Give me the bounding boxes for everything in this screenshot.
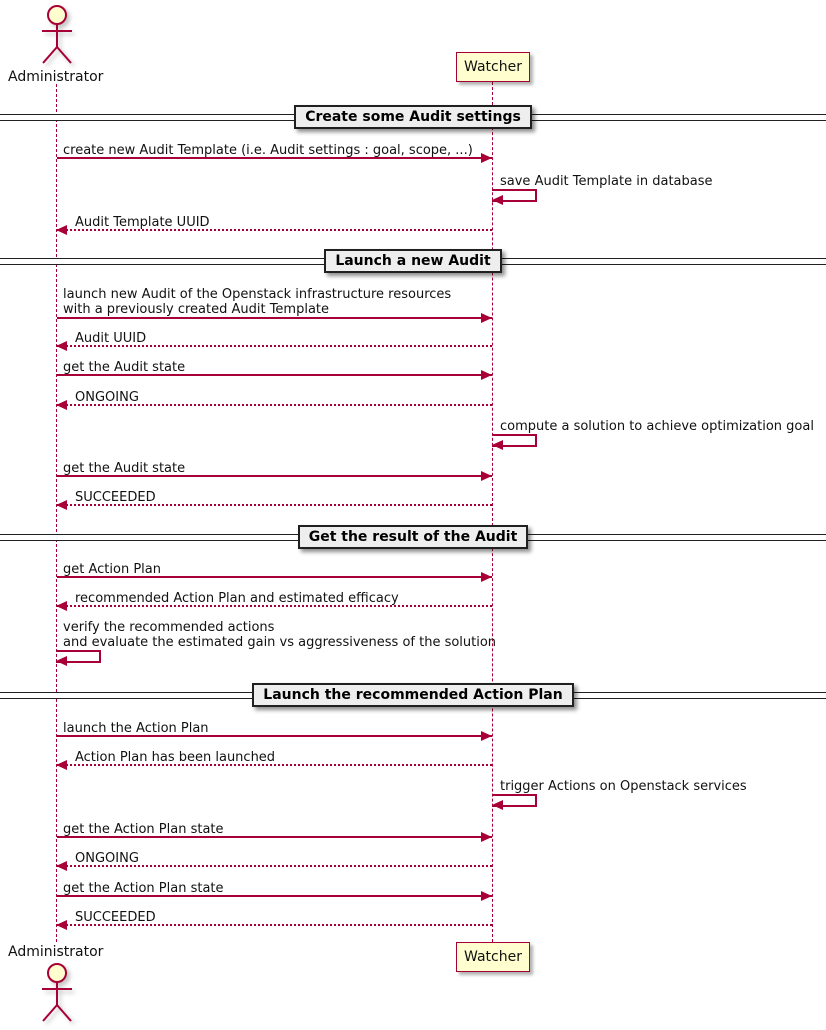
arrowhead-right-icon [481, 153, 492, 163]
message-text: ONGOING [75, 390, 139, 405]
message-line [57, 895, 492, 897]
arrowhead-right-icon [481, 572, 492, 582]
message-text: get the Action Plan state [63, 881, 224, 896]
message-text: ONGOING [75, 851, 139, 866]
arrowhead-left-icon [56, 400, 67, 410]
message-text: get the Audit state [63, 461, 186, 476]
message-text: get Action Plan [63, 562, 161, 577]
arrowhead-right-icon [481, 891, 492, 901]
arrowhead-left-icon [56, 341, 67, 351]
divider-label: Launch the recommended Action Plan [252, 683, 573, 707]
arrowhead-left-icon [56, 601, 67, 611]
message-line [57, 345, 492, 347]
section-divider-2 [0, 248, 826, 274]
message-line [57, 836, 492, 838]
message-text: get the Audit state [63, 360, 186, 375]
message-text: launch new Audit of the Openstack infrastructure resources with a previously created Audit Template [63, 287, 452, 317]
message-text: Audit UUID [75, 331, 147, 346]
section-divider-3 [0, 524, 826, 550]
arrowhead-right-icon [481, 370, 492, 380]
message-text: verify the recommended actions and evaluate the estimated gain vs aggressiveness of the solution [63, 620, 497, 650]
arrowhead-left-icon [56, 656, 67, 666]
arrowhead-left-icon [56, 920, 67, 930]
message-line [57, 924, 492, 926]
message-line [57, 504, 492, 506]
arrowhead-right-icon [481, 731, 492, 741]
section-divider-4 [0, 682, 826, 708]
arrowhead-left-icon [56, 225, 67, 235]
message-text: save Audit Template in database [500, 174, 713, 189]
actor-label-administrator-bottom: Administrator [8, 944, 104, 960]
message-line [57, 475, 492, 477]
arrowhead-left-icon [56, 500, 67, 510]
message-line [57, 576, 492, 578]
message-text: launch the Action Plan [63, 721, 209, 736]
arrowhead-left-icon [492, 440, 503, 450]
message-text: get the Action Plan state [63, 822, 224, 837]
message-text: trigger Actions on Openstack services [500, 779, 747, 794]
message-line [57, 404, 492, 406]
message-text: compute a solution to achieve optimization goal [500, 419, 814, 434]
divider-label: Create some Audit settings [294, 105, 532, 129]
actor-label-administrator-top: Administrator [8, 69, 104, 85]
message-text: SUCCEEDED [75, 910, 156, 925]
participant-watcher-bottom: Watcher [456, 942, 530, 972]
message-text: Audit Template UUID [75, 215, 210, 230]
message-line [57, 865, 492, 867]
arrowhead-left-icon [56, 760, 67, 770]
message-text: create new Audit Template (i.e. Audit settings : goal, scope, ...) [63, 143, 473, 158]
actor-administrator-top-icon [30, 3, 84, 67]
message-line [57, 374, 492, 376]
message-text: SUCCEEDED [75, 490, 156, 505]
lifeline-administrator [56, 84, 57, 942]
message-line [57, 157, 492, 159]
divider-label: Get the result of the Audit [298, 525, 529, 549]
message-line [57, 317, 492, 319]
message-line [57, 764, 492, 766]
actor-administrator-bottom-icon [30, 961, 84, 1025]
message-line [57, 605, 492, 607]
lifeline-watcher [492, 82, 493, 942]
message-text: Action Plan has been launched [75, 750, 276, 765]
divider-label: Launch a new Audit [324, 249, 501, 273]
arrowhead-right-icon [481, 313, 492, 323]
arrowhead-left-icon [56, 861, 67, 871]
arrowhead-right-icon [481, 832, 492, 842]
arrowhead-left-icon [492, 195, 503, 205]
message-line [57, 735, 492, 737]
arrowhead-right-icon [481, 471, 492, 481]
arrowhead-left-icon [492, 800, 503, 810]
participant-watcher-top: Watcher [456, 52, 530, 82]
message-line [57, 229, 492, 231]
message-text: recommended Action Plan and estimated efficacy [75, 591, 399, 606]
section-divider-1 [0, 104, 826, 130]
